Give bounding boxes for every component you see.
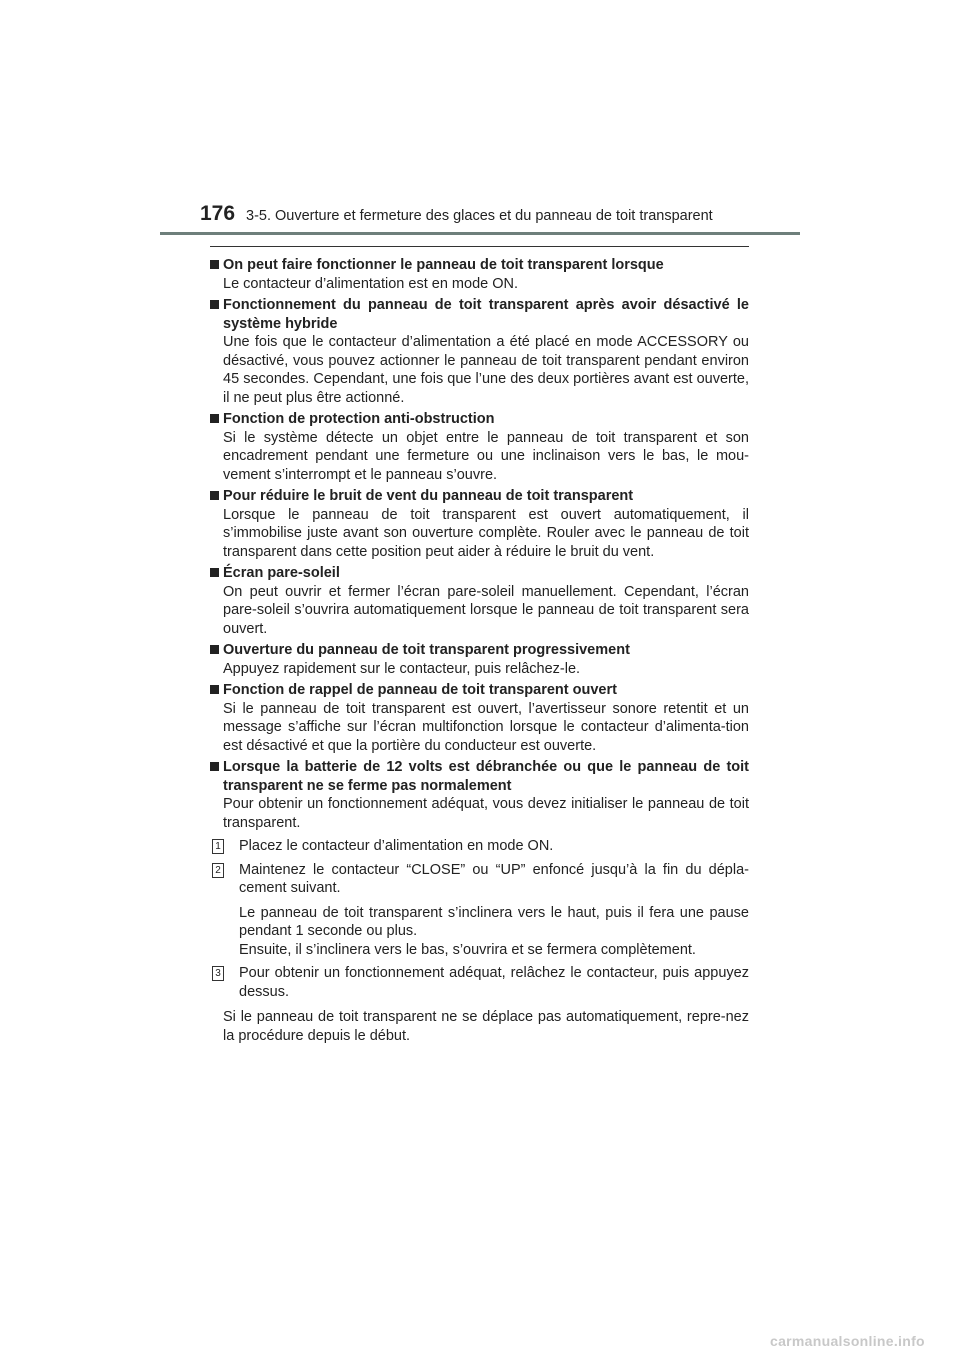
- square-bullet-icon: [210, 491, 219, 500]
- section-power-mode: [210, 256, 749, 293]
- section-sunshade: [210, 564, 749, 638]
- section-body: Appuyez rapidement sur le contacteur, puis relâchez-le.: [223, 660, 581, 677]
- section-heading: Pour réduire le bruit de vent du panneau de toit transparent: [210, 487, 749, 506]
- step-note-line: Ensuite, il s’inclinera vers le bas, s’ouvrira et se fermera complètement.: [239, 941, 696, 958]
- section-body: Pour obtenir un fonctionnement adéquat, vous devez initialiser le panneau de toit transparent.: [223, 796, 749, 831]
- square-bullet-icon: [210, 645, 219, 654]
- section-heading: Fonctionnement du panneau de toit transparent après avoir désactivé le système hybride: [210, 296, 749, 333]
- step-note-line: Le panneau de toit transparent s’inclinera vers le haut, puis il fera une pause pendant 1 seconde ou plus.: [239, 904, 749, 939]
- header-divider: [210, 246, 749, 247]
- section-body: Si le panneau de toit transparent est ouvert, l’avertisseur sonore retentit et un message s’affiche sur l’écran multifonction lorsque le contacteur d’alimenta-tion est désactivé et que la portière du conducteur est ouverte.: [223, 700, 749, 754]
- section-open-reminder: [210, 681, 749, 755]
- watermark: carmanualsonline.info: [770, 1333, 925, 1349]
- step-2: [210, 861, 749, 898]
- step-1: [210, 837, 749, 856]
- step-2-note: [210, 904, 749, 960]
- section-heading: Lorsque la batterie de 12 volts est débranchée ou que le panneau de toit transparent ne se ferme pas normalement: [210, 758, 749, 795]
- square-bullet-icon: [210, 300, 219, 309]
- square-bullet-icon: [210, 568, 219, 577]
- section-battery-initialization: [210, 758, 749, 1045]
- step-text: Placez le contacteur d’alimentation en mode ON.: [239, 838, 554, 854]
- header-rule: [160, 232, 800, 235]
- section-body: On peut ouvrir et fermer l’écran pare-soleil manuellement. Cependant, l’écran pare-soleil s’ouvrira automatiquement lorsque le panneau de toit transparent sera ouvert.: [223, 583, 749, 637]
- step-text: Maintenez le contacteur “CLOSE” ou “UP” enfoncé jusqu’à la fin du dépla-cement suivant.: [239, 861, 749, 896]
- section-heading: Écran pare-soleil: [210, 564, 749, 583]
- section-body: Si le système détecte un objet entre le panneau de toit transparent et son encadrement pendant une fermeture ou une inclinaison vers le bas, le mou-vement s’interrompt et le panneau s’ouvre.: [223, 429, 749, 483]
- step-text: Pour obtenir un fonctionnement adéquat, relâchez le contacteur, puis appuyez dessus.: [239, 965, 749, 1000]
- step-3: [210, 964, 749, 1001]
- section-progressive-opening: [210, 641, 749, 678]
- square-bullet-icon: [210, 762, 219, 771]
- content: [210, 256, 749, 1048]
- square-bullet-icon: [210, 414, 219, 423]
- step-number-box: 1: [212, 839, 224, 854]
- section-body: Lorsque le panneau de toit transparent est ouvert automatiquement, il s’immobilise juste avant son ouverture complète. Rouler avec le panneau de toit transparent dans cette position peut aider à réduire le bruit du vent.: [223, 506, 749, 560]
- section-wind-noise: [210, 487, 749, 561]
- square-bullet-icon: [210, 260, 219, 269]
- square-bullet-icon: [210, 685, 219, 694]
- section-heading: Ouverture du panneau de toit transparent progressivement: [210, 641, 749, 660]
- section-heading: Fonction de rappel de panneau de toit transparent ouvert: [210, 681, 749, 700]
- section-anti-obstruction: [210, 410, 749, 484]
- closing-note: Si le panneau de toit transparent ne se déplace pas automatiquement, repre-nez la procédure depuis le début.: [223, 1009, 749, 1044]
- section-body: Le contacteur d’alimentation est en mode ON.: [223, 275, 518, 292]
- section-body: Une fois que le contacteur d’alimentation a été placé en mode ACCESSORY ou désactivé, vous pouvez actionner le panneau de toit transparent pendant environ 45 secondes. Cependant, une fois que l’une des deux portières avant est ouverte, il ne peut plus être actionné.: [223, 334, 749, 406]
- section-heading: Fonction de protection anti-obstruction: [210, 410, 749, 429]
- step-number-box: 2: [212, 863, 224, 878]
- section-after-hybrid-off: [210, 296, 749, 407]
- section-title: 3-5. Ouverture et fermeture des glaces et du panneau de toit transparent: [246, 208, 713, 224]
- section-heading: On peut faire fonctionner le panneau de toit transparent lorsque: [210, 256, 749, 275]
- step-number-box: 3: [212, 966, 224, 981]
- page-number: 176: [200, 202, 236, 225]
